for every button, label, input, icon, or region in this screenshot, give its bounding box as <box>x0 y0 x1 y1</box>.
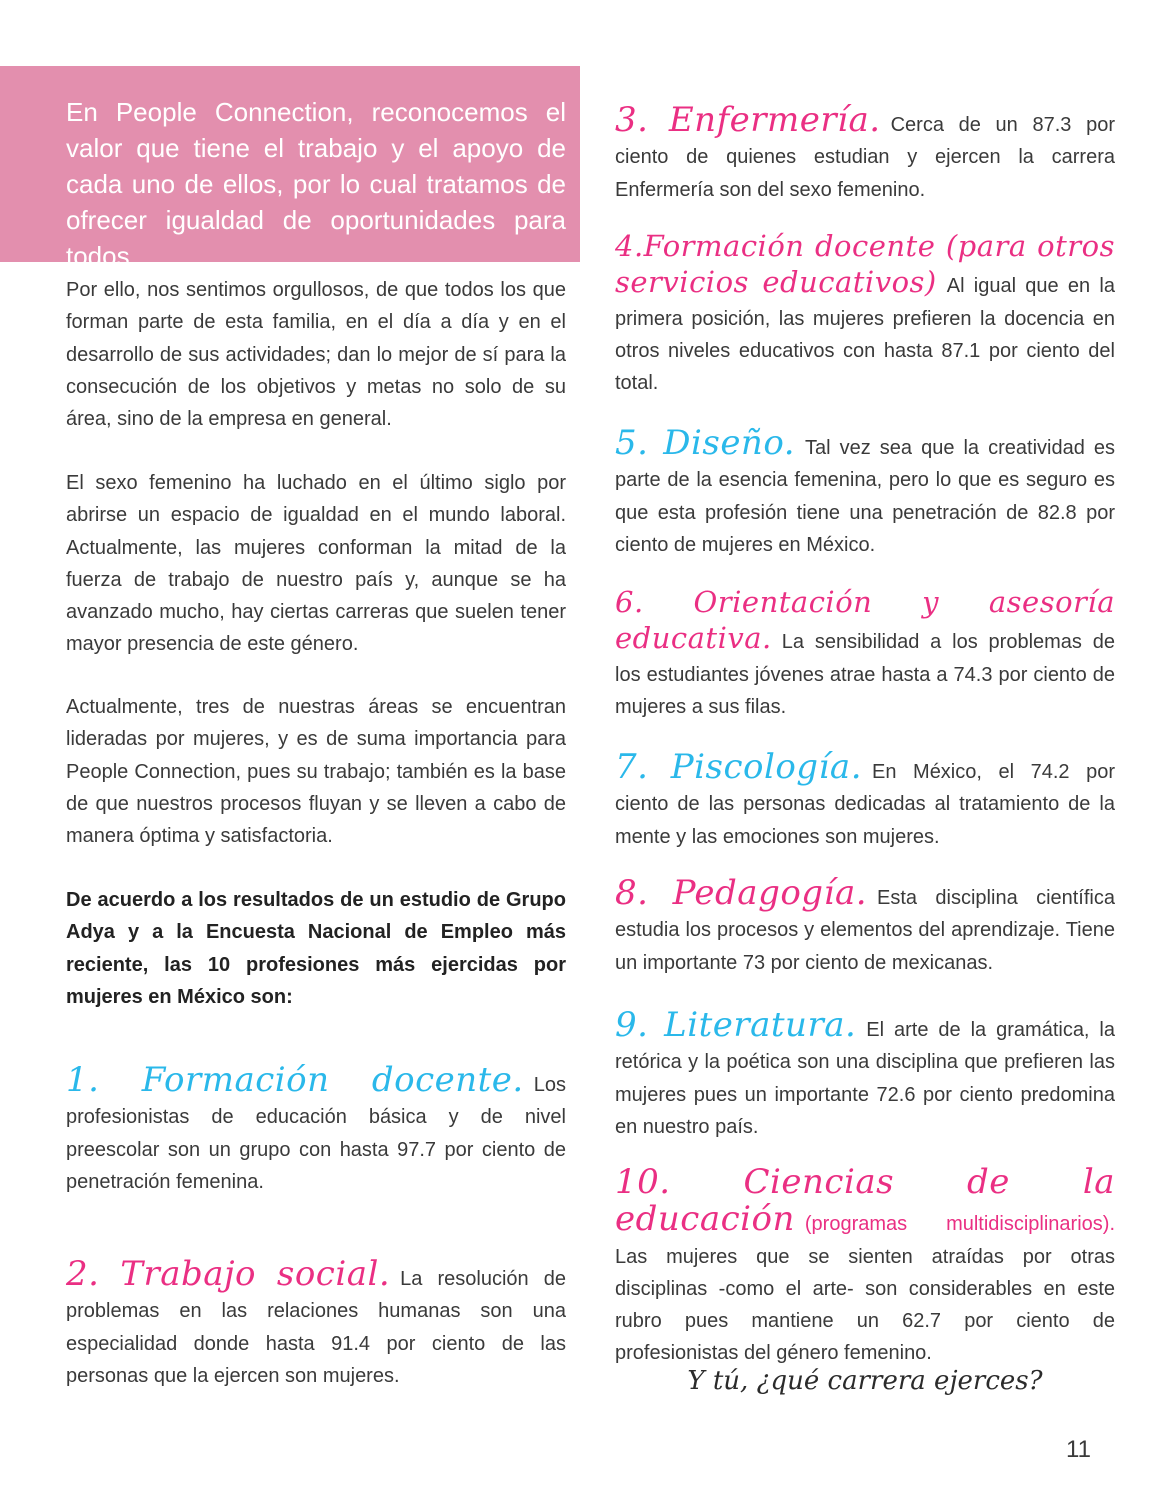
profession-item-6 <box>615 586 1115 723</box>
profession-heading: 10. Ciencias de la educación <box>615 1162 1115 1240</box>
profession-heading: 9. Literatura. <box>615 1005 857 1045</box>
profession-heading: 3. Enfermería. <box>615 100 881 140</box>
profession-item-9 <box>615 1005 1116 1143</box>
profession-item-10 <box>615 1162 1115 1370</box>
paragraph-pride: Por ello, nos sentimos orgullosos, de que todos los que forman parte de esta familia, en el día a día y en el desarrollo de sus actividades; dan lo mejor de sí para la consecución de los objetivos y metas no solo de su área, sino de la empresa en general. <box>66 279 566 431</box>
profession-text: Las mujeres que se sienten atraídas por otras disciplinas -como el arte- son considerables en este rubro pues mantiene un 62.7 por ciento de profesionistas del género femenino. <box>615 1245 1115 1365</box>
profession-heading: 1. Formación docente. <box>66 1060 524 1100</box>
profession-heading: 4.Formación docente (para otros servicios educativos) <box>615 229 1115 300</box>
profession-item-5 <box>615 423 1115 561</box>
profession-text: La sensibilidad a los problemas de los estudiantes jóvenes atrae hasta a 74.3 por ciento de mujeres a sus filas. <box>615 631 1115 718</box>
profession-text: En México, el 74.2 por ciento de las personas dedicadas al tratamiento de la mente y las emociones son mujeres. <box>615 761 1115 848</box>
profession-subheading: (programas multidisciplinarios). <box>804 1213 1115 1236</box>
page-number: 11 <box>1066 1436 1091 1463</box>
profession-text: El arte de la gramática, la retórica y la poética son una disciplina que prefieren las mujeres pues un importante 72.6 por ciento predomina en nuestro país. <box>615 1019 1116 1138</box>
paragraph-areas: Actualmente, tres de nuestras áreas se encuentran lideradas por mujeres, y es de suma importancia para People Connection, pues su trabajo; también es la base de que nuestros procesos fluyan y se lleven a cabo de manera óptima y satisfactoria. <box>66 696 566 848</box>
profession-item-8 <box>615 873 1115 979</box>
closing-question: Y tú, ¿qué carrera ejerces? <box>687 1366 1043 1396</box>
profession-text: Al igual que en la primera posición, las mujeres prefieren la docencia en otros niveles educativos con hasta 87.1 por ciento del total. <box>615 275 1115 395</box>
profession-item-4 <box>615 230 1115 399</box>
profession-item-1 <box>66 1060 566 1198</box>
intro-banner <box>0 66 580 271</box>
paragraph-study-intro: De acuerdo a los resultados de un estudio de Grupo Adya y a la Encuesta Nacional de Empleo más reciente, las 10 profesiones más ejercidas por mujeres en México son: <box>66 889 566 1008</box>
profession-text: Tal vez sea que la creatividad es parte de la esencia femenina, pero lo que es seguro es que esta profesión tiene una penetración de 82.8 por ciento de mujeres en México. <box>615 437 1115 556</box>
profession-item-7 <box>615 747 1115 853</box>
profession-text: Los profesionistas de educación básica y de nivel preescolar son un grupo con hasta 97.7 por ciento de penetración femenina. <box>66 1074 566 1193</box>
profession-heading: 5. Diseño. <box>615 423 796 463</box>
profession-heading: 7. Piscología. <box>615 747 863 787</box>
paragraph-women-work: El sexo femenino ha luchado en el último siglo por abrirse un espacio de igualdad en el mundo laboral. Actualmente, las mujeres conforman la mitad de la fuerza de trabajo de nuestro país y, aunque se ha avanzado mucho, hay ciertas carreras que suelen tener mayor presencia de este género. <box>66 472 566 656</box>
profession-text: La resolución de problemas en las relaciones humanas son una especialidad donde hasta 91.4 por ciento de las personas que la ejercen son mujeres. <box>66 1268 566 1387</box>
intro-banner-text: En People Connection, reconocemos el valor que tiene el trabajo y el apoyo de cada uno de ellos, por lo cual tratamos de ofrecer igualdad de oportunidades para todos. <box>66 97 566 271</box>
profession-heading: 2. Trabajo social. <box>66 1254 391 1294</box>
profession-item-3 <box>615 100 1115 206</box>
profession-text: Esta disciplina científica estudia los procesos y elementos del aprendizaje. Tiene un importante 73 por ciento de mexicanas. <box>615 887 1115 974</box>
profession-item-2 <box>66 1254 566 1392</box>
profession-heading: 6. Orientación y asesoría educativa. <box>615 585 1115 656</box>
profession-heading: 8. Pedagogía. <box>615 873 868 913</box>
profession-text: Cerca de un 87.3 por ciento de quienes estudian y ejercen la carrera Enfermería son del sexo femenino. <box>615 114 1115 201</box>
